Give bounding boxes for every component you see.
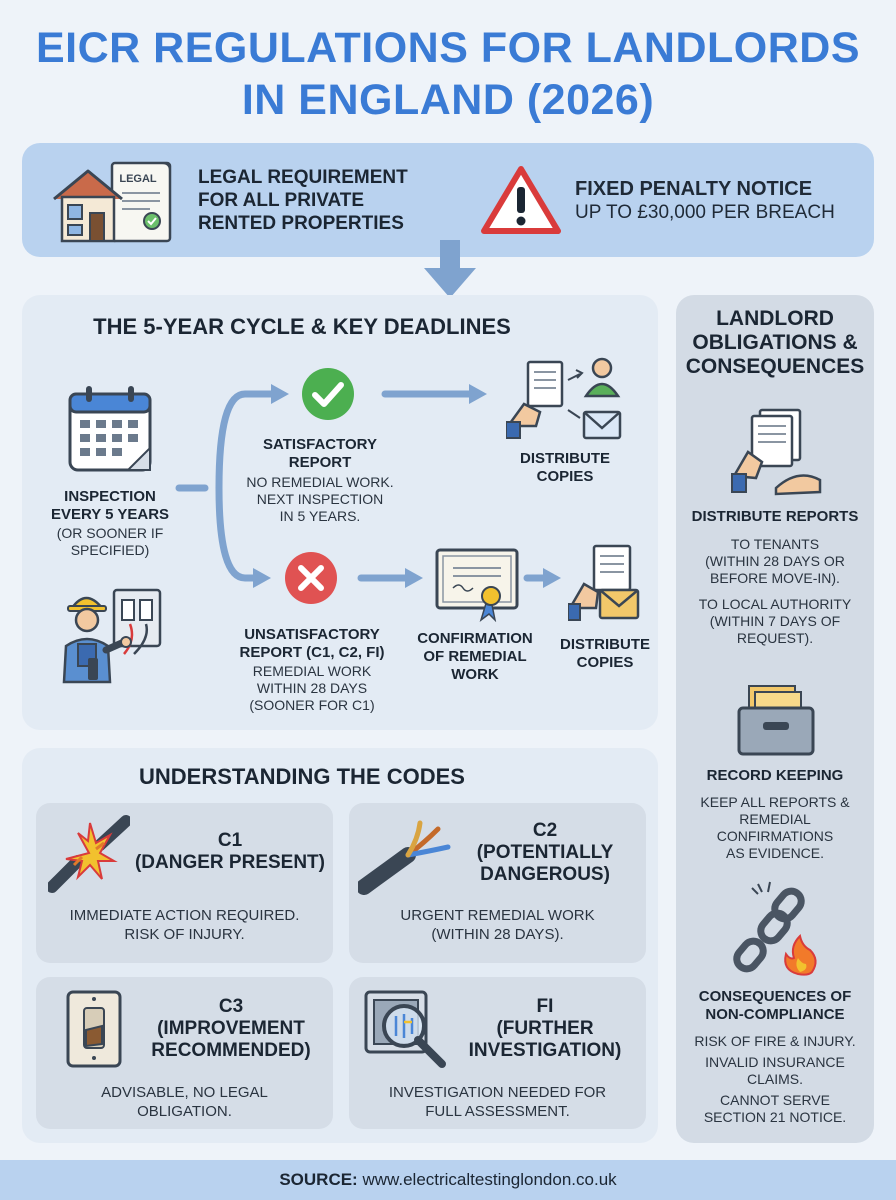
error-x-icon [283,550,339,606]
satisfactory-note-2: NEXT INSPECTION [256,491,384,507]
inspection-magnifier-icon [364,988,450,1072]
fi-code: FI [536,996,554,1017]
record-line-1: KEEP ALL REPORTS & [700,794,850,810]
c1-desc [36,906,333,944]
inspection-line-2: EVERY 5 YEARS [50,506,170,523]
authority-text [676,596,874,647]
c3-desc [36,1083,333,1121]
fi-desc [349,1083,646,1121]
broken-chain-fire-icon [728,880,824,978]
down-arrow-icon [420,240,480,302]
distribute1-line-1: DISTRIBUTE [520,450,610,467]
c3-code: C3 [218,996,244,1017]
tenants-line-2: (WITHIN 28 DAYS OR [705,553,845,569]
consequence-2a: INVALID INSURANCE [705,1054,845,1070]
c2-desc-1: URGENT REMEDIAL WORK [400,907,595,924]
authority-line-2: (WITHIN 7 DAYS OF [709,613,841,629]
inspection-note-1: (OR SOONER IF [56,525,164,541]
warning-triangle-icon [478,163,564,237]
consequences-heading-2: NON-COMPLIANCE [705,1006,845,1023]
obligations-title-3: CONSEQUENCES [685,355,865,378]
light-switch-icon [64,988,124,1070]
unsatisfactory-note [232,663,392,714]
tenants-line-3: BEFORE MOVE-IN). [710,570,840,586]
distribute2-line-2: COPIES [576,654,634,671]
distribute1-line-2: COPIES [536,468,594,485]
unsatisfactory-line-1: UNSATISFACTORY [244,626,380,643]
tenants-text [676,536,874,587]
certificate-icon [435,546,519,622]
unsatisfactory-note-2: WITHIN 28 DAYS [256,680,368,696]
satisfactory-line-2: REPORT [288,454,352,471]
source-url[interactable]: www.electricaltestinglondon.co.uk [362,1170,617,1189]
satisfactory-line-1: SATISFACTORY [263,436,377,453]
inspection-note-2: SPECIFIED) [70,542,150,558]
c2-name-2: DANGEROUS) [480,864,610,885]
exposed-wire-icon [358,815,458,895]
legal-requirement-text [198,166,458,235]
consequence-3b: SECTION 21 NOTICE. [703,1109,847,1125]
distribute-copies-2-label [535,636,675,672]
fi-desc-2: FULL ASSESSMENT. [425,1103,570,1120]
confirmation-line-2: OF REMEDIAL [423,648,527,665]
c2-name-1: (POTENTIALLY [476,842,614,863]
c1-desc-2: RISK OF INJURY. [124,926,245,943]
record-line-4: AS EVIDENCE. [725,845,825,861]
authority-line-3: REQUEST). [736,630,814,646]
title-line-2: IN ENGLAND (2026) [241,76,655,124]
record-keeping-text [676,794,874,862]
inspection-label [40,488,180,524]
consequences-heading-1: CONSEQUENCES OF [698,988,852,1005]
satisfactory-note-1: NO REMEDIAL WORK. [246,474,394,490]
c2-desc-2: (WITHIN 28 DAYS). [431,926,564,943]
satisfactory-label [250,436,390,472]
broken-wire-spark-icon [48,815,130,895]
authority-line-1: TO LOCAL AUTHORITY [698,596,852,612]
c3-desc-2: OBLIGATION. [137,1103,232,1120]
page-title [0,22,896,126]
confirmation-line-1: CONFIRMATION [417,630,533,647]
record-line-3: CONFIRMATIONS [716,828,834,844]
distribute-mail-icon [568,542,642,622]
electrician-icon [58,584,166,684]
source-label: SOURCE: [279,1170,358,1189]
unsatisfactory-note-3: (SOONER FOR C1) [249,697,375,713]
unsatisfactory-note-1: REMEDIAL WORK [252,663,372,679]
record-keeping-heading: RECORD KEEPING [706,767,844,784]
obligations-title-1: LANDLORD [716,307,834,330]
c3-name-1: (IMPROVEMENT [157,1018,305,1039]
requirement-line-2: FOR ALL PRIVATE [198,190,365,211]
source-footer [0,1160,896,1200]
fi-name-1: (FURTHER [496,1018,594,1039]
inspection-note [40,525,180,559]
c1-title [130,830,330,874]
fi-title [450,996,640,1062]
consequences-heading [676,988,874,1024]
tenants-line-1: TO TENANTS [730,536,820,552]
record-line-2: REMEDIAL [739,811,811,827]
consequence-2b: CLAIMS. [746,1071,803,1087]
c1-code: C1 [217,830,243,851]
fi-name-2: INVESTIGATION) [468,1040,622,1061]
codes-title: UNDERSTANDING THE CODES [139,764,465,789]
unsatisfactory-line-2: REPORT (C1, C2, FI) [239,644,385,661]
house-legal-document-icon [50,155,185,247]
obligations-title-2: OBLIGATIONS & [692,331,858,354]
c3-title [136,996,326,1062]
confirmation-label [405,630,545,684]
title-line-1: EICR REGULATIONS FOR LANDLORDS [35,24,861,72]
c3-name-2: RECOMMENDED) [151,1040,311,1061]
hand-documents-icon [730,406,824,498]
consequence-3a: CANNOT SERVE [720,1092,830,1108]
distribute2-line-1: DISTRIBUTE [560,636,650,653]
requirement-line-1: LEGAL REQUIREMENT [198,167,408,188]
confirmation-line-3: WORK [451,666,499,683]
c2-code: C2 [532,820,558,841]
satisfactory-note-3: IN 5 YEARS. [279,508,361,524]
fi-desc-1: INVESTIGATION NEEDED FOR [388,1084,607,1101]
satisfactory-note [240,474,400,525]
c1-desc-1: IMMEDIATE ACTION REQUIRED. [69,907,300,924]
consequence-1: RISK OF FIRE & INJURY. [694,1033,856,1049]
c2-title [450,820,640,886]
unsatisfactory-label [232,626,392,662]
c2-desc [349,906,646,944]
distribute-copies-icon [506,356,626,440]
file-drawer-icon [735,682,817,758]
legal-doc-label: LEGAL [119,173,157,185]
c1-name: (DANGER PRESENT) [134,852,325,873]
success-check-icon [300,366,356,422]
calendar-icon [66,384,154,474]
inspection-line-1: INSPECTION [64,488,156,505]
distribute-copies-1-label [495,450,635,486]
obligations-title [676,307,874,379]
c3-desc-1: ADVISABLE, NO LEGAL [101,1084,268,1101]
requirement-line-3: RENTED PROPERTIES [198,213,404,234]
penalty-text [575,177,865,225]
consequences-text [676,1033,874,1126]
penalty-detail: UP TO £30,000 PER BREACH [575,202,835,223]
cycle-title: THE 5-YEAR CYCLE & KEY DEADLINES [93,314,511,339]
penalty-title: FIXED PENALTY NOTICE [575,178,813,200]
distribute-reports-heading: DISTRIBUTE REPORTS [691,508,859,525]
